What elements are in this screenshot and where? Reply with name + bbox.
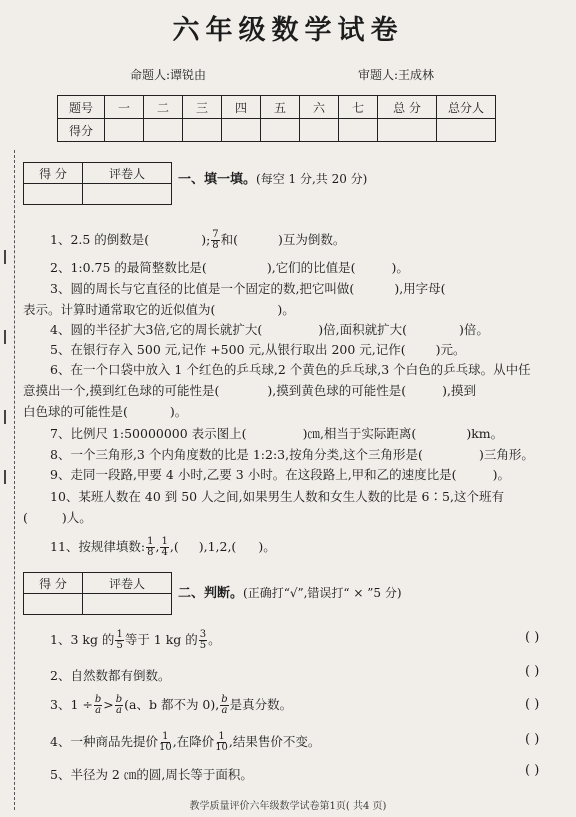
- score-cell[interactable]: [437, 119, 496, 142]
- score-cell[interactable]: [144, 119, 183, 142]
- page-footer: 教学质量评价六年级数学试卷第1页( 共4 页): [189, 801, 387, 812]
- grader-box-2: [23, 572, 172, 615]
- score-table-header: 一: [105, 96, 144, 119]
- score-cell[interactable]: [261, 119, 300, 142]
- question-6: 6、在一个口袋中放入 1 个红色的乒乓球,2 个黄色的乒乓球,3 个白色的乒乓球。从中任: [50, 362, 531, 377]
- section-1-note: (每空 1 分,共 20 分): [256, 172, 368, 186]
- answer-paren-1[interactable]: ( ): [525, 630, 540, 645]
- grader-score-cell[interactable]: [24, 184, 83, 205]
- question-4: 4、圆的半径扩大3倍,它的周长就扩大( )倍,面积就扩大( )倍。: [50, 322, 489, 337]
- question-7: 7、比例尺 1:50000000 表示图上( )㎝,相当于实际距离( )km。: [50, 426, 504, 441]
- score-cell[interactable]: [105, 119, 144, 142]
- question-3: 3、圆的周长与它直径的比值是一个固定的数,把它叫做( ),用字母(: [50, 281, 446, 296]
- grader-name-label: 评卷人: [83, 573, 172, 594]
- grader-name-cell[interactable]: [83, 594, 172, 615]
- proposer: 命题人:谭锐由: [130, 68, 207, 82]
- fraction: $\frac{1}{5}$: [116, 629, 123, 651]
- binding-mark: [4, 410, 6, 424]
- fraction: $\frac{b}{a}$: [221, 694, 228, 716]
- section-2-title: 二、判断。: [178, 586, 244, 601]
- score-cell[interactable]: [378, 119, 437, 142]
- score-table-row-label: 得分: [58, 119, 105, 142]
- page-title: 六年级数学试卷: [172, 15, 404, 46]
- section-1-heading: [178, 168, 367, 187]
- score-table-header: 题号: [58, 96, 105, 119]
- fraction: $\frac{1}{4}$: [161, 536, 168, 558]
- grader-score-label: 得 分: [24, 163, 83, 184]
- judge-2: 2、自然数都有倒数。: [50, 668, 171, 683]
- fraction: $\frac{1}{8}$: [147, 536, 154, 558]
- question-1: 1、2.5 的倒数是( ); $\frac{7}{8}$ 和( )互为倒数。: [50, 229, 346, 251]
- fraction: $\frac{3}{5}$: [199, 629, 207, 651]
- question-2: 2、1:0.75 的最简整数比是( ),它们的比值是( )。: [50, 260, 409, 275]
- score-table-header: 四: [222, 96, 261, 119]
- judge-3: 3、1 ÷ $\frac{b}{a}$ > $\frac{b}{a}$ (a、b 都不为 0), $\frac{b}{a}$ 是真分数。: [50, 694, 293, 716]
- score-table-header: 六: [300, 96, 339, 119]
- score-table-header: 七: [339, 96, 378, 119]
- answer-paren-5[interactable]: ( ): [525, 763, 540, 778]
- score-table-header: 二: [144, 96, 183, 119]
- binding-mark: [4, 250, 6, 264]
- question-3-cont: 表示。计算时通常取它的近似值为( )。: [23, 302, 295, 317]
- section-2-note: (正确打“√”,错误打“ × ”5 分): [243, 586, 402, 600]
- fraction: $\frac{b}{a}$: [94, 694, 102, 716]
- judge-4: 4、一种商品先提价 $\frac{1}{10}$ ,在降价 $\frac{1}{10}$ ,结果售价不变。: [50, 731, 321, 753]
- score-table-header: 总 分: [378, 96, 437, 119]
- answer-paren-2[interactable]: ( ): [525, 664, 540, 679]
- question-9: 9、走同一段路,甲要 4 小时,乙要 3 小时。在这段路上,甲和乙的速度比是( )。: [50, 467, 510, 482]
- grader-name-label: 评卷人: [83, 163, 172, 184]
- question-6-cont2: 白色球的可能性是( )。: [23, 404, 188, 419]
- answer-paren-3[interactable]: ( ): [525, 697, 540, 712]
- binding-mark: [4, 470, 6, 484]
- score-cell[interactable]: [300, 119, 339, 142]
- fraction: $\frac{1}{10}$: [215, 731, 228, 753]
- score-table-header: 三: [183, 96, 222, 119]
- fraction: $\frac{b}{a}$: [115, 694, 123, 716]
- grader-box-1: [23, 162, 172, 205]
- question-10: 10、某班人数在 40 到 50 人之间,如果男生人数和女生人数的比是 6∶5,这个班有: [50, 489, 504, 504]
- grader-name-cell[interactable]: [83, 184, 172, 205]
- score-table-header: 五: [261, 96, 300, 119]
- binding-line: [14, 150, 15, 810]
- grader-score-label: 得 分: [24, 573, 83, 594]
- question-5: 5、在银行存入 500 元,记作 +500 元,从银行取出 200 元,记作( )元。: [50, 342, 466, 357]
- judge-1: 1、3 kg 的 $\frac{1}{5}$ 等于 1 kg 的 $\frac{3}{5}$ 。: [50, 629, 221, 651]
- grader-score-cell[interactable]: [24, 594, 83, 615]
- section-1-title: 一、填一填。: [178, 172, 257, 187]
- judge-5: 5、半径为 2 ㎝的圆,周长等于面积。: [50, 767, 253, 782]
- score-table: [57, 95, 496, 142]
- section-2-heading: [178, 582, 402, 601]
- binding-mark: [4, 330, 6, 344]
- fraction: $\frac{7}{8}$: [212, 229, 219, 251]
- answer-paren-4[interactable]: ( ): [525, 732, 540, 747]
- question-10-cont: ( )人。: [23, 510, 92, 525]
- question-8: 8、一个三角形,3 个内角度数的比是 1:2:3,按角分类,这个三角形是( )三角形。: [50, 447, 534, 462]
- score-cell[interactable]: [339, 119, 378, 142]
- fraction: $\frac{1}{10}$: [158, 731, 172, 753]
- score-cell[interactable]: [222, 119, 261, 142]
- score-cell[interactable]: [183, 119, 222, 142]
- question-11: 11、按规律填数: $\frac{1}{8}$ , $\frac{1}{4}$ ,( ),1,2,( )。: [50, 536, 276, 558]
- reviewer: 审题人:王成林: [358, 68, 435, 82]
- score-table-header: 总分人: [437, 96, 496, 119]
- question-6-cont: 意摸出一个,摸到红色球的可能性是( ),摸到黄色球的可能性是( ),摸到: [23, 383, 476, 398]
